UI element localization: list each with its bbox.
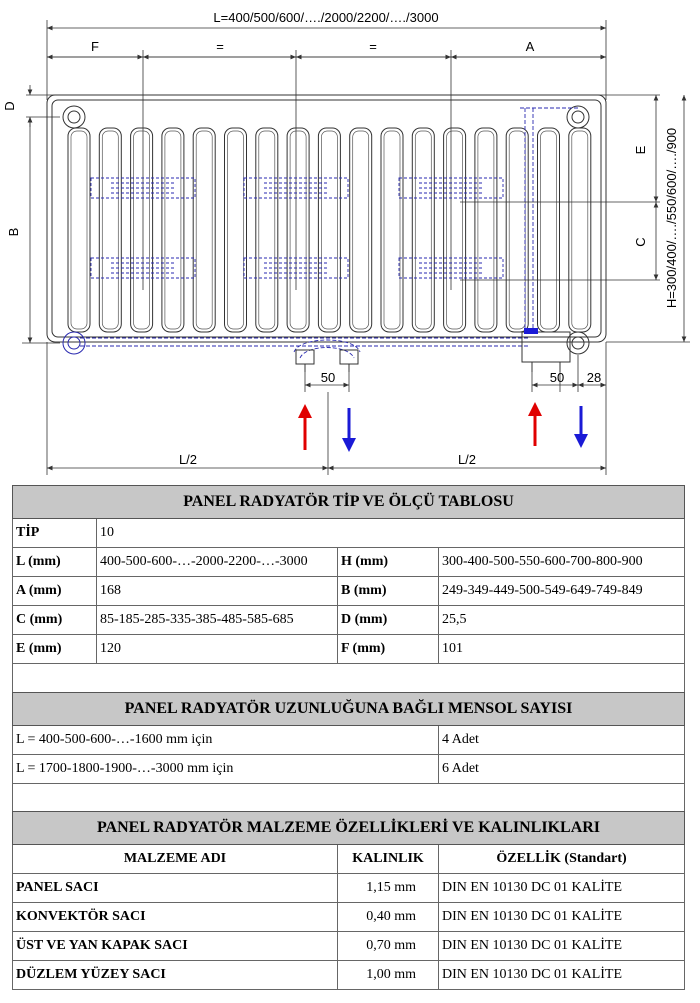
radiator-fin-inner [384, 131, 400, 329]
half-right-label: L/2 [457, 452, 477, 467]
material-thickness: 1,15 mm [338, 874, 439, 903]
f-label: F [91, 39, 99, 54]
param-label: L (mm) [13, 548, 97, 577]
param-value: 400-500-600-…-2000-2200-…-3000 [97, 548, 338, 577]
radiator-fin-inner [259, 131, 275, 329]
table-row [13, 961, 685, 990]
dim-28: 28 [586, 370, 602, 385]
radiator-fin-inner [572, 131, 588, 329]
bracket-count-table [12, 692, 685, 813]
bracket-count: 4 Adet [439, 726, 685, 755]
param-value: 120 [97, 635, 338, 664]
radiator-fin-inner [134, 131, 150, 329]
radiator-fin-inner [321, 131, 337, 329]
radiator-fin-inner [102, 131, 118, 329]
param-value: 249-349-449-500-549-649-749-849 [439, 577, 685, 606]
param-label: E (mm) [13, 635, 97, 664]
tip-label: TİP [13, 519, 97, 548]
table-row [13, 932, 685, 961]
material-table [12, 811, 685, 990]
valve-block [296, 332, 570, 372]
material-thickness: 0,70 mm [338, 932, 439, 961]
radiator-fin-inner [165, 131, 181, 329]
param-label: B (mm) [338, 577, 439, 606]
radiator-fin-inner [509, 131, 525, 329]
table-row [13, 577, 685, 606]
table2-title: PANEL RADYATÖR UZUNLUĞUNA BAĞLI MENSOL SAYISI [13, 693, 685, 726]
radiator-fin-inner [290, 131, 306, 329]
table-row [13, 903, 685, 932]
b-label: B [6, 227, 21, 237]
header-material-name: MALZEME ADI [13, 845, 338, 874]
table1-title: PANEL RADYATÖR TİP VE ÖLÇÜ TABLOSU [13, 486, 685, 519]
e-label: E [633, 145, 648, 155]
eq2-label: = [369, 39, 377, 54]
material-name: KONVEKTÖR SACI [13, 903, 338, 932]
d-label: D [2, 101, 17, 111]
table-row [13, 635, 685, 664]
a-label: A [525, 39, 535, 54]
radiator-fin-inner [353, 131, 369, 329]
table-row [13, 755, 685, 784]
radiator-fin-inner [447, 131, 463, 329]
eq1-label: = [216, 39, 224, 54]
material-name: ÜST VE YAN KAPAK SACI [13, 932, 338, 961]
c-label: C [633, 237, 648, 247]
table-row [13, 874, 685, 903]
spacer-row [13, 784, 685, 813]
param-label: F (mm) [338, 635, 439, 664]
length-range: L = 400-500-600-…-1600 mm için [13, 726, 439, 755]
param-value: 101 [439, 635, 685, 664]
param-label: D (mm) [338, 606, 439, 635]
supply-arrow-right [528, 402, 542, 446]
tip-value: 10 [97, 519, 685, 548]
overall-length-dimension [47, 20, 606, 100]
radiator-fins [68, 128, 591, 332]
dim-50-left: 50 [320, 370, 336, 385]
return-arrow-right [574, 406, 588, 448]
radiator-drawing [0, 0, 700, 480]
length-range: L = 1700-1800-1900-…-3000 mm için [13, 755, 439, 784]
connection-plugs [63, 106, 589, 354]
radiator-fin-inner [415, 131, 431, 329]
half-left-label: L/2 [178, 452, 198, 467]
radiator-fin-inner [71, 131, 87, 329]
material-name: DÜZLEM YÜZEY SACI [13, 961, 338, 990]
valve-marker [524, 328, 538, 334]
table-row [13, 606, 685, 635]
material-spec: DIN EN 10130 DC 01 KALİTE [439, 961, 685, 990]
radiator-fin-inner [196, 131, 212, 329]
radiator-fin-inner [228, 131, 244, 329]
param-label: C (mm) [13, 606, 97, 635]
spacer-row [13, 664, 685, 693]
param-value: 25,5 [439, 606, 685, 635]
type-dimension-table [12, 485, 685, 693]
header-thickness: KALINLIK [338, 845, 439, 874]
header-spec: ÖZELLİK (Standart) [439, 845, 685, 874]
material-thickness: 1,00 mm [338, 961, 439, 990]
param-value: 300-400-500-550-600-700-800-900 [439, 548, 685, 577]
material-spec: DIN EN 10130 DC 01 KALİTE [439, 874, 685, 903]
material-spec: DIN EN 10130 DC 01 KALİTE [439, 903, 685, 932]
param-label: H (mm) [338, 548, 439, 577]
table3-title: PANEL RADYATÖR MALZEME ÖZELLİKLERİ VE KALINLIKLARI [13, 812, 685, 845]
b-dimension [22, 117, 60, 343]
param-value: 85-185-285-335-385-485-585-685 [97, 606, 338, 635]
material-spec: DIN EN 10130 DC 01 KALİTE [439, 932, 685, 961]
param-value: 168 [97, 577, 338, 606]
bracket-count: 6 Adet [439, 755, 685, 784]
supply-arrow-left [298, 404, 312, 450]
overall-length-label: L=400/500/600/…./2000/2200/…./3000 [213, 10, 439, 25]
material-thickness: 0,40 mm [338, 903, 439, 932]
dim-50-right: 50 [549, 370, 565, 385]
material-name: PANEL SACI [13, 874, 338, 903]
radiator-fin-inner [541, 131, 557, 329]
bottom-collector-pipe [80, 338, 528, 358]
param-label: A (mm) [13, 577, 97, 606]
h-label: H=300/400/…./550/600/…./900 [664, 127, 679, 309]
d-dimension [26, 85, 60, 127]
table-row [13, 726, 685, 755]
table-row [13, 548, 685, 577]
return-arrow-left [342, 408, 356, 452]
radiator-fin-inner [478, 131, 494, 329]
